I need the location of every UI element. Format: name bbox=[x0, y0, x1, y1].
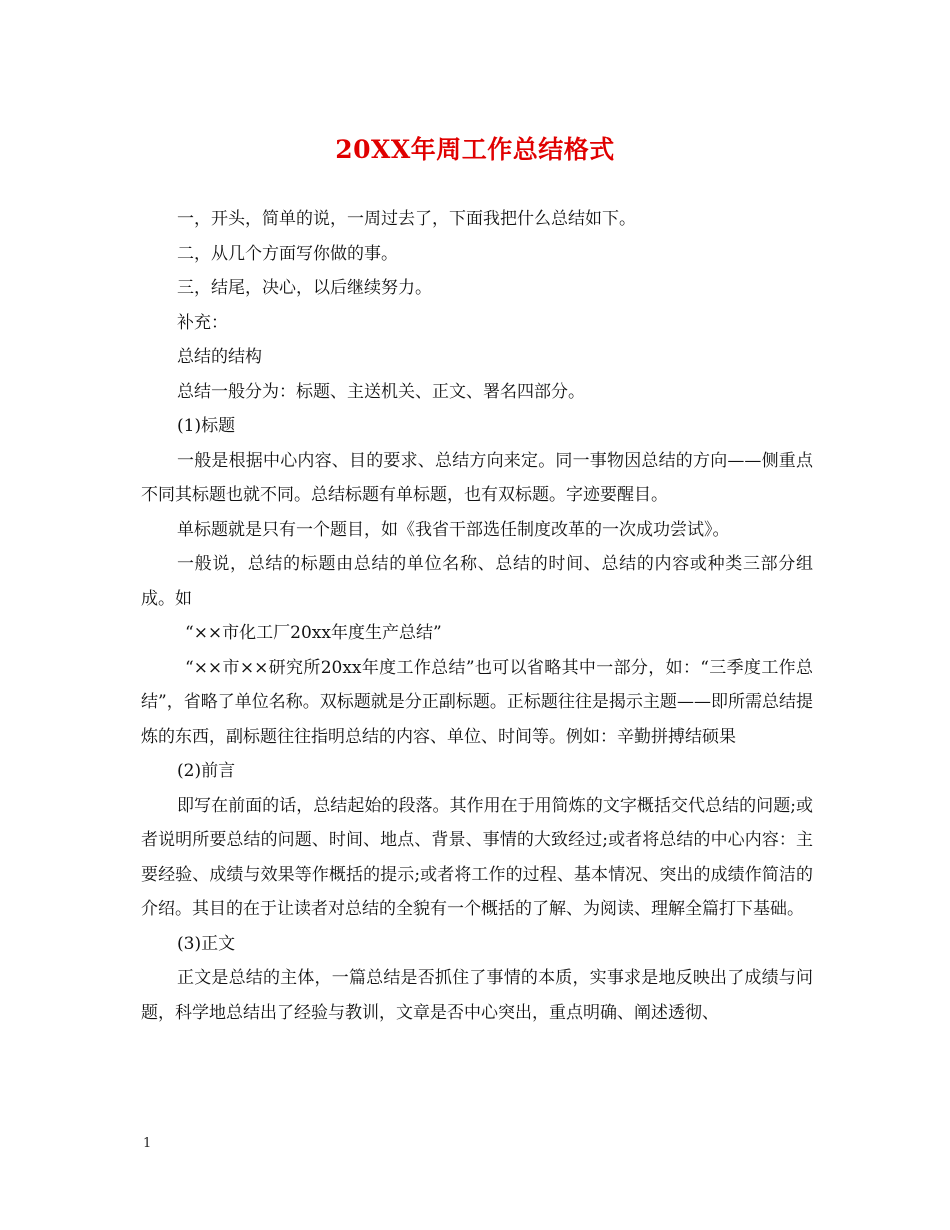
paragraph: 补充： bbox=[177, 312, 228, 333]
paragraph: 三，结尾，决心，以后继续努力。 bbox=[177, 278, 432, 298]
document-body bbox=[141, 202, 813, 1030]
paragraph: 即写在前面的话，总结起始的段落。其作用在于用简炼的文字概括交代总结的问题;或者说明所要总结的问题、时间、地点、背景、事情的大致经过;或者将总结的中心内容：主要经验、成绩与效果等作概括的提示;或者将工作的过程、基本情况、突出的成绩作简洁的介绍。其目的在于让读者对总结的全貌有一个概括的了解、为阅读、理解全篇打下基础。 bbox=[141, 795, 813, 919]
paragraph: 单标题就是只有一个题目，如《我省干部选任制度改革的一次成功尝试》。 bbox=[177, 519, 730, 540]
paragraph: 一，开头，简单的说，一周过去了，下面我把什么总结如下。 bbox=[177, 209, 636, 229]
paragraph: 总结的结构 bbox=[177, 347, 262, 367]
section-heading: (1)标题 bbox=[177, 416, 236, 436]
section-heading: (3)正文 bbox=[177, 933, 236, 954]
section-heading: (2)前言 bbox=[177, 761, 236, 781]
paragraph: 二，从几个方面写你做的事。 bbox=[177, 243, 398, 264]
quote-paragraph: “××市化工厂20xx年度生产总结” bbox=[185, 623, 442, 643]
document-title: 20XX年周工作总结格式 bbox=[335, 135, 615, 164]
paragraph: 正文是总结的主体，一篇总结是否抓住了事情的本质，实事求是地反映出了成绩与问题，科学地总结出了经验与教训，文章是否中心突出，重点明确、阐述透彻、 bbox=[141, 968, 813, 1023]
quote-paragraph: “××市××研究所20xx年度工作总结”也可以省略其中一部分，如：“三季度工作总结”，省略了单位名称。双标题就是分正副标题。正标题往往是揭示主题——即所需总结提炼的东西，副标题往往指明总结的内容、单位、时间等。例如：辛勤拼搏结硕果 bbox=[141, 657, 813, 747]
paragraph: 总结一般分为：标题、主送机关、正文、署名四部分。 bbox=[177, 381, 585, 402]
page-number: 1 bbox=[143, 1136, 152, 1151]
paragraph: 一般是根据中心内容、目的要求、总结方向来定。同一事物因总结的方向——侧重点不同其标题也就不同。总结标题有单标题，也有双标题。字迹要醒目。 bbox=[141, 450, 813, 505]
paragraph: 一般说，总结的标题由总结的单位名称、总结的时间、总结的内容或种类三部分组成。如 bbox=[141, 554, 813, 609]
